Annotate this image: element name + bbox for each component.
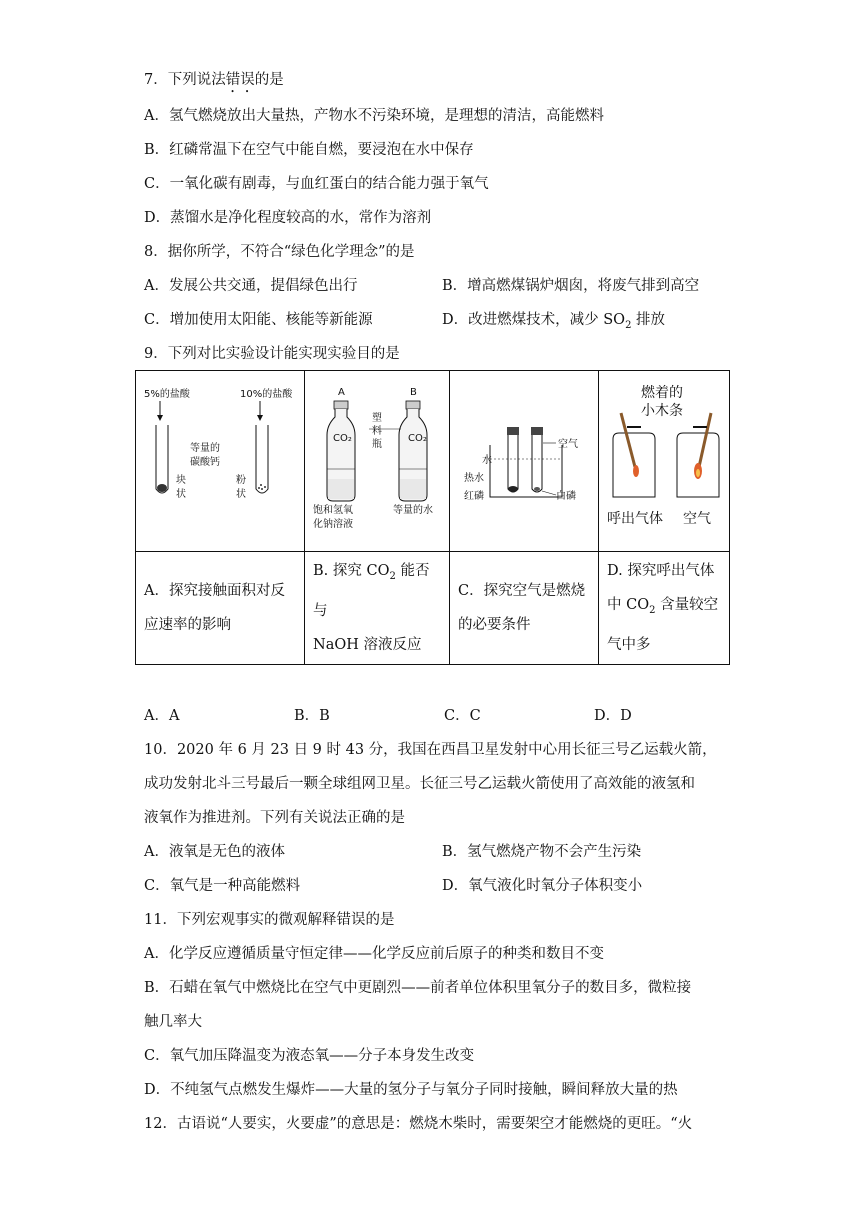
q7-option-a: A．氢气燃烧放出大量热，产物水不污染环境，是理想的清洁，高能燃料 <box>144 108 604 124</box>
q9-figure-c <box>450 371 599 552</box>
q11-option-a: A．化学反应遵循质量守恒定律——化学反应前后原子的种类和数目不变 <box>144 946 604 962</box>
q7-option-b: B．红磷常温下在空气中能自燃，要浸泡在水中保存 <box>144 142 474 158</box>
q7-option-d: D．蒸馏水是净化程度较高的水，常作为溶剂 <box>144 210 432 226</box>
fig-a-mid2-label: 碳酸钙 <box>190 457 220 468</box>
q9-figure-b <box>305 371 450 552</box>
q11-option-b-line1: B．石蜡在氧气中燃烧比在空气中更剧烈——前者单位体积里氧分子的数目多，微粒接 <box>144 980 692 996</box>
q11-option-c: C．氧气加压降温变为液态氧——分子本身发生改变 <box>144 1048 475 1064</box>
fig-b-co2-right: CO₂ <box>408 433 427 444</box>
q12-line1: 12．古语说“人要实，火要虚”的意思是：燃烧木柴时，需要架空才能燃烧的更旺。“火 <box>144 1116 693 1132</box>
fig-c-water-label: 水 <box>482 455 492 466</box>
fig-a-acid1-label: 5%的盐酸 <box>144 389 190 400</box>
q9-answer-a: A．A <box>144 708 180 724</box>
fig-a-kuai2-label: 状 <box>176 489 186 500</box>
fig-c-white-p-label: 白磷 <box>556 491 576 502</box>
q10-option-b: B．氢气燃烧产物不会产生污染 <box>442 844 642 860</box>
q9-figure-a <box>136 371 305 552</box>
fig-b-right-label: 等量的水 <box>393 505 433 516</box>
fig-b-co2-left: CO₂ <box>333 433 352 444</box>
q10-option-a: A．液氧是无色的液体 <box>144 844 285 860</box>
fig-b-left1-label: 饱和氢氧 <box>313 505 353 516</box>
fig-d-top1-label: 燃着的 <box>641 385 683 401</box>
q8-stem: 8．据你所学，不符合“绿色化学理念”的是 <box>144 244 415 260</box>
q8-option-b: B．增高燃煤锅炉烟囱，将废气排到高空 <box>442 278 700 294</box>
q9-caption-c: C．探究空气是燃烧 的必要条件 <box>450 552 599 665</box>
q7-stem: 7．下列说法错误的是 <box>144 72 284 88</box>
q7-option-c: C．一氧化碳有剧毒，与血红蛋白的结合能力强于氧气 <box>144 176 489 192</box>
q10-line1: 10．2020 年 6 月 23 日 9 时 43 分，我国在西昌卫星发射中心用长征三号乙运载火箭， <box>144 742 717 758</box>
fig-a-kuai1-label: 块 <box>176 475 186 486</box>
q9-answer-b: B．B <box>294 708 330 724</box>
fig-c-hot-water-label: 热水 <box>464 473 484 484</box>
fig-b-ping-label: 瓶 <box>372 439 382 450</box>
q9-answer-c: C．C <box>444 708 481 724</box>
q7-emphasis: 错误 <box>225 72 255 88</box>
fig-b-label-b: B <box>410 387 417 398</box>
fig-b-su-label: 塑 <box>372 413 382 424</box>
fig-c-air-label: 空气 <box>558 439 578 450</box>
q10-option-d: D．氧气液化时氧分子体积变小 <box>442 878 643 894</box>
q10-line3: 液氧作为推进剂。下列有关说法正确的是 <box>144 810 405 826</box>
q11-option-d: D．不纯氢气点燃发生爆炸——大量的氢分子与氧分子同时接触，瞬间释放大量的热 <box>144 1082 678 1098</box>
q8-option-d: D．改进燃煤技术，减少 $SO_2$ 排放 <box>442 312 666 331</box>
q9-experiment-table <box>135 370 730 665</box>
fig-a-fen1-label: 粉 <box>236 475 246 486</box>
fig-b-label-a: A <box>338 387 345 398</box>
q8-option-c: C．增加使用太阳能、核能等新能源 <box>144 312 373 328</box>
fig-a-fen2-label: 状 <box>236 489 246 500</box>
q11-stem: 11．下列宏观事实的微观解释错误的是 <box>144 912 395 928</box>
q9-caption-d: D. 探究呼出气体 中 $CO_2$ 含量较空 气中多 <box>599 552 730 665</box>
q9-figure-d <box>599 371 730 552</box>
q11-option-b-line2: 触几率大 <box>144 1014 202 1030</box>
fig-d-right-label: 空气 <box>683 511 711 527</box>
q8-option-a: A．发展公共交通，提倡绿色出行 <box>144 278 358 294</box>
q10-option-c: C．氧气是一种高能燃料 <box>144 878 301 894</box>
q9-caption-a: A．探究接触面积对反 应速率的影响 <box>136 552 305 665</box>
q9-stem: 9．下列对比实验设计能实现实验目的是 <box>144 346 400 362</box>
q10-line2: 成功发射北斗三号最后一颗全球组网卫星。长征三号乙运载火箭使用了高效能的液氢和 <box>144 776 695 792</box>
q9-caption-b: B. 探究 $CO_2$ 能否与 NaOH 溶液反应 <box>305 552 450 665</box>
fig-b-left2-label: 化钠溶液 <box>313 519 353 530</box>
fig-a-mid1-label: 等量的 <box>190 443 220 454</box>
fig-c-red-p-label: 红磷 <box>464 491 484 502</box>
fig-a-acid2-label: 10%的盐酸 <box>240 389 293 400</box>
q9-answer-d: D．D <box>594 708 632 724</box>
fig-d-left-label: 呼出气体 <box>607 511 663 527</box>
fig-d-top2-label: 小木条 <box>641 403 683 419</box>
fig-b-liao-label: 料 <box>372 426 382 437</box>
